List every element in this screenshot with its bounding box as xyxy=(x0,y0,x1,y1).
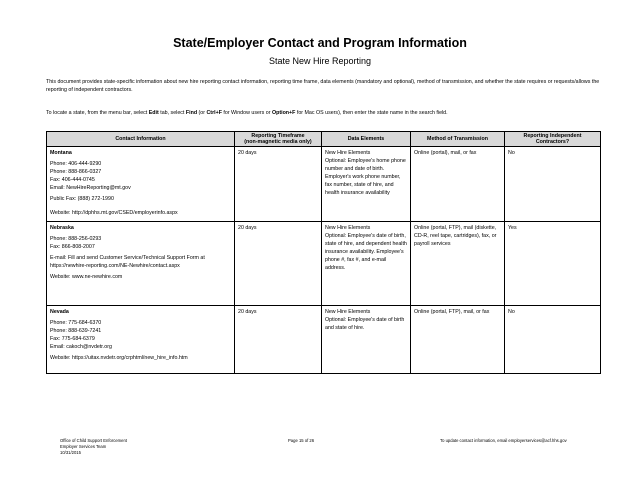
table-row xyxy=(47,306,601,374)
fax: Fax: 775-684-6379 xyxy=(50,336,95,342)
email-link[interactable]: Email: NewHireReporting@mt.gov xyxy=(50,185,131,191)
website-link[interactable]: Website: www.ne-newhire.com xyxy=(50,274,123,280)
method-cell: Online (portal, FTP), mail, or fax xyxy=(411,306,505,374)
contact-cell xyxy=(47,222,235,306)
elements-cell: New Hire Elements Optional: Employee's date of birth, state of hire, and dependent health insurance availability. Employee's phone #, fax #, and e-mail address. xyxy=(322,222,411,306)
email-instructions: E-mail: Fill and send Customer Service/Technical Support Form at https://newhire-reporting.com/NE-Newhire/contact.aspx xyxy=(50,255,205,269)
website-link[interactable]: Website: https://uitax.nvdetr.org/crphtml/new_hire_info.htm xyxy=(50,355,188,361)
fax: Fax: 406-444-0745 xyxy=(50,177,95,183)
public-fax: Public Fax: (888) 272-1990 xyxy=(50,196,114,202)
state-name: Montana xyxy=(50,150,72,156)
method-cell: Online (portal), mail, or fax xyxy=(411,147,505,222)
phone-2: Phone: 888-639-7241 xyxy=(50,328,102,334)
state-name: Nebraska xyxy=(50,225,74,231)
locate-instructions: To locate a state, from the menu bar, select Edit tab, select Find (or Ctrl+F for Window users or Option+F for Mac OS users), then enter the state name in the search field. xyxy=(46,110,448,116)
footer-office xyxy=(60,438,127,456)
elements-cell: New Hire Elements Optional: Employee's home phone number and date of birth. Employer's work phone number, fax number, state of hire, and health insurance availability xyxy=(322,147,411,222)
header-contact: Contact Information xyxy=(47,132,235,147)
header-method: Method of Transmission xyxy=(411,132,505,147)
footer-update-note: To update contact information, email employerservices@acf.hhs.gov xyxy=(440,438,567,443)
footer-team: Employer Services Team xyxy=(60,444,107,449)
contractors-cell: No xyxy=(505,147,601,222)
phone-2: Phone: 888-866-0327 xyxy=(50,169,102,175)
timeframe-cell: 20 days xyxy=(235,147,322,222)
contact-cell xyxy=(47,147,235,222)
timeframe-cell: 20 days xyxy=(235,306,322,374)
table-row xyxy=(47,222,601,306)
contact-cell xyxy=(47,306,235,374)
contractors-cell: No xyxy=(505,306,601,374)
header-elements: Data Elements xyxy=(322,132,411,147)
fax: Fax: 866-808-2007 xyxy=(50,244,95,250)
contractors-cell: Yes xyxy=(505,222,601,306)
method-cell: Online (portal, FTP), mail (diskette, CD-R, reel tape, cartridges), fax, or payroll services xyxy=(411,222,505,306)
table-row xyxy=(47,147,601,222)
footer-date: 10/31/2015 xyxy=(60,450,81,455)
table-header-row xyxy=(47,132,601,147)
phone: Phone: 775-684-6370 xyxy=(50,320,102,326)
page-subtitle: State New Hire Reporting xyxy=(268,56,372,66)
email-link[interactable]: Email: cakoch@nvdetr.org xyxy=(50,344,112,350)
header-timeframe: Reporting Timeframe (non-magnetic media only) xyxy=(235,132,322,147)
state-contact-table xyxy=(46,131,601,374)
state-name: Nevada xyxy=(50,309,69,315)
website-link[interactable]: Website: http://dphhs.mt.gov/CSED/employerinfo.aspx xyxy=(50,210,178,216)
header-contractors: Reporting Independent Contractors? xyxy=(505,132,601,147)
page-title: State/Employer Contact and Program Information xyxy=(173,36,467,50)
intro-paragraph: This document provides state-specific information about new hire reporting contact information, reporting time frame, data elements (mandatory and optional), method of transmission, and whether the state requires or requests/allows the reporting of independent contractors. xyxy=(46,79,600,93)
timeframe-cell: 20 days xyxy=(235,222,322,306)
phone: Phone: 888-256-0293 xyxy=(50,236,102,242)
footer-page-number: Page 15 of 26 xyxy=(288,438,315,443)
footer-office-name: Office of Child Support Enforcement xyxy=(60,438,127,443)
phone: Phone: 406-444-9290 xyxy=(50,161,102,167)
elements-cell: New Hire Elements Optional: Employee's date of birth and state of hire. xyxy=(322,306,411,374)
